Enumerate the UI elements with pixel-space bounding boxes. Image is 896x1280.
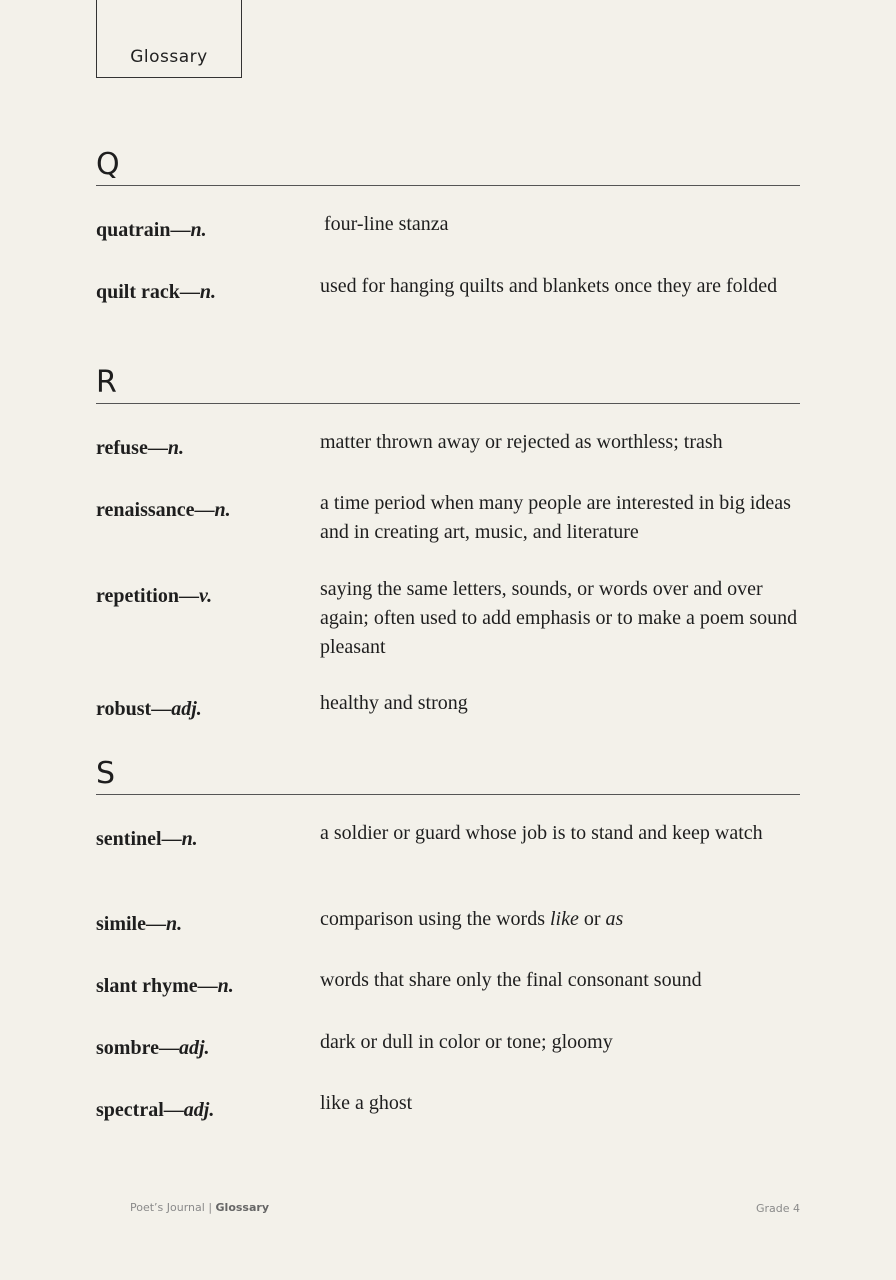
footer-journal-title: Poet’s Journal | Glossary bbox=[130, 1201, 270, 1214]
section-heading-q: Q bbox=[96, 148, 800, 186]
glossary-term: repetition—v. bbox=[96, 585, 213, 607]
glossary-term: renaissance—n. bbox=[96, 499, 231, 521]
glossary-definition: a time period when many people are interested in big ideas and in creating art, music, and literature bbox=[320, 492, 791, 543]
section-heading-r: R bbox=[96, 366, 800, 404]
footer-grade: Grade 4 bbox=[755, 1202, 800, 1215]
glossary-definition: four-line stanza bbox=[324, 213, 449, 235]
glossary-definition: words that share only the final consonant sound bbox=[320, 969, 702, 991]
glossary-definition: saying the same letters, sounds, or words over and over again; often used to add emphasis or to make a poem sound pleasant bbox=[320, 578, 798, 658]
glossary-definition: dark or dull in color or tone; gloomy bbox=[320, 1031, 613, 1053]
glossary-definition: like a ghost bbox=[320, 1092, 413, 1114]
glossary-term: quatrain—n. bbox=[96, 219, 207, 241]
glossary-term: sombre—adj. bbox=[96, 1037, 210, 1059]
section-heading-s: S bbox=[96, 757, 800, 795]
glossary-term: quilt rack—n. bbox=[96, 281, 217, 303]
glossary-term: spectral—adj. bbox=[96, 1099, 215, 1121]
glossary-tab bbox=[96, 0, 242, 78]
glossary-term: sentinel—n. bbox=[96, 828, 198, 850]
tab-label: Glossary bbox=[130, 47, 208, 67]
glossary-definition: a soldier or guard whose job is to stand and keep watch bbox=[320, 822, 763, 844]
glossary-term: refuse—n. bbox=[96, 437, 184, 459]
glossary-term: robust—adj. bbox=[96, 698, 202, 720]
glossary-term: slant rhyme—n. bbox=[96, 975, 234, 997]
glossary-definition: comparison using the words like or as bbox=[320, 908, 624, 930]
glossary-definition: used for hanging quilts and blankets once they are folded bbox=[320, 275, 778, 297]
glossary-definition: healthy and strong bbox=[320, 692, 468, 714]
glossary-term: simile—n. bbox=[96, 913, 183, 935]
glossary-definition: matter thrown away or rejected as worthless; trash bbox=[320, 431, 723, 453]
